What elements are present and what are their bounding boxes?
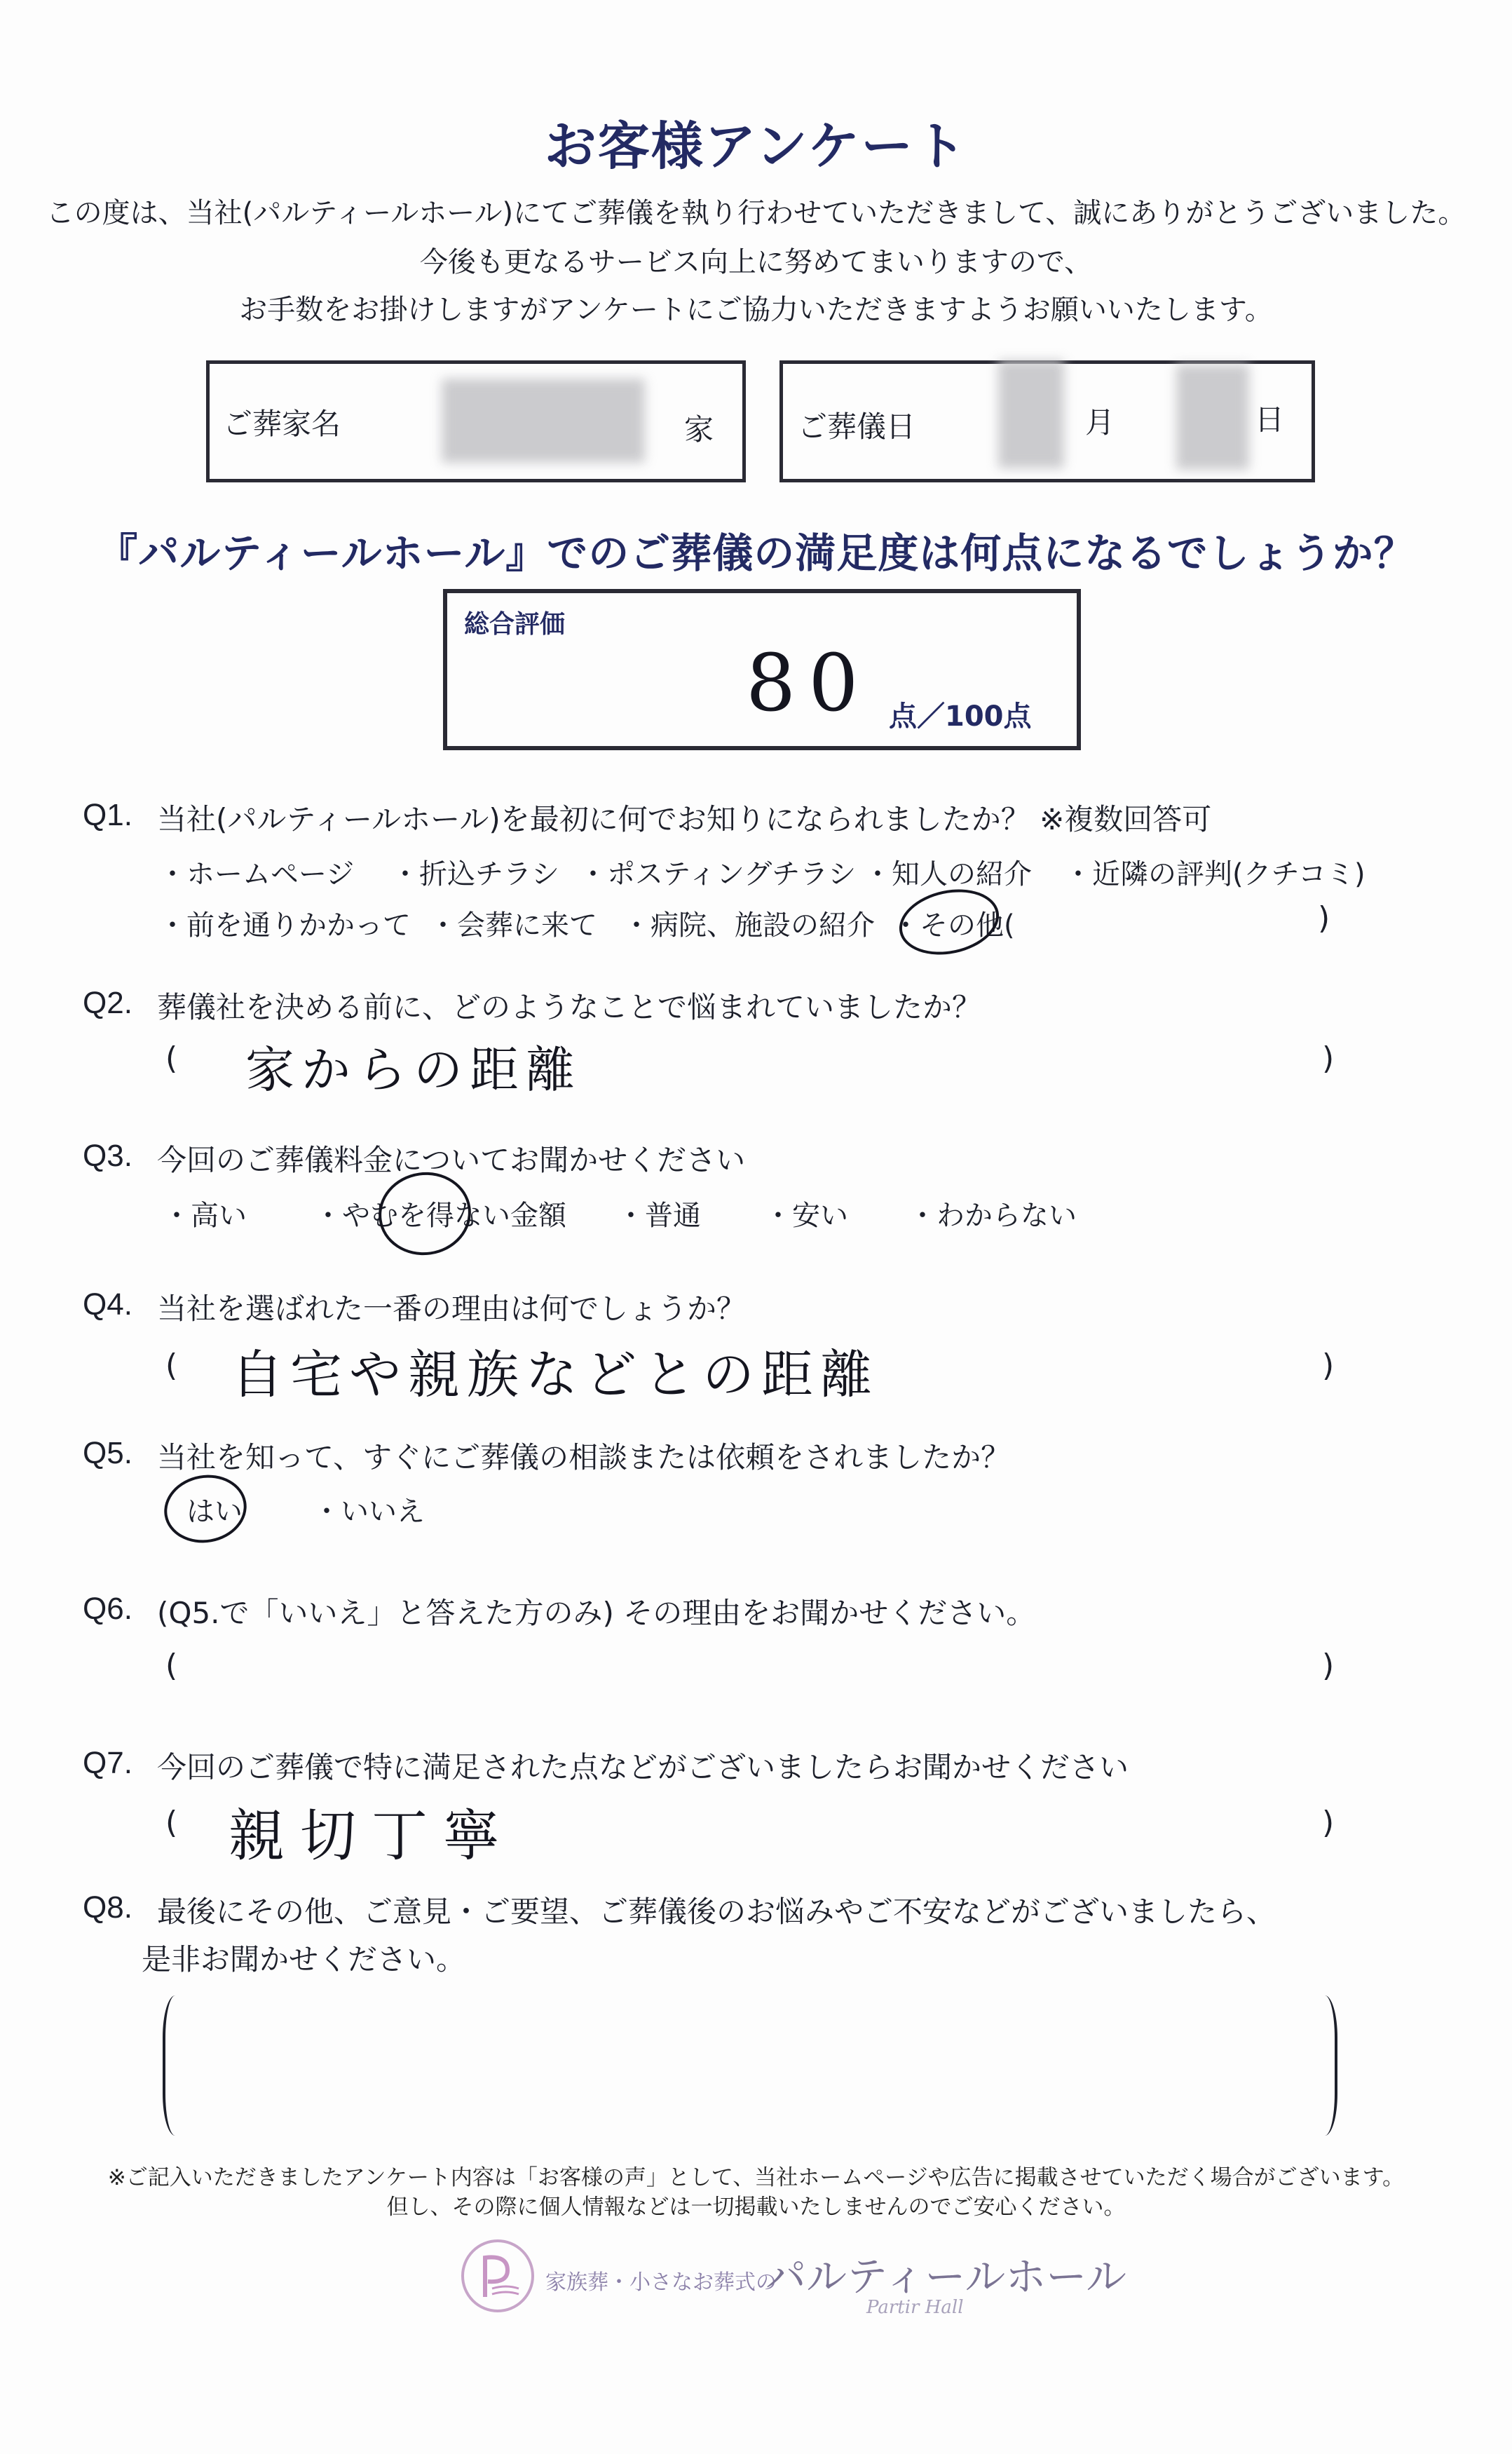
q8-number: Q8. [83, 1890, 132, 1925]
q1-text: 当社(パルティールホール)を最初に何でお知りになられましたか？ ※複数回答可 [157, 802, 1212, 836]
q4-text: 当社を選ばれた一番の理由は何でしょうか？ [157, 1292, 747, 1326]
q7-open-paren: ( [165, 1805, 178, 1840]
day-redacted [1176, 365, 1249, 470]
page-title: お客様アンケート [544, 116, 968, 177]
month-redacted [998, 360, 1064, 468]
q3-number: Q3. [83, 1139, 132, 1173]
q3-option-cheap: ・安い [764, 1200, 848, 1232]
intro-line-1: この度は、当社(パルティールホール)にてご葬儀を執り行わせていただきまして、誠にありがとうございました。 [46, 197, 1466, 229]
q8-text-2: 是非お聞かせください。 [142, 1942, 466, 1977]
q1-option-acquaintance: ・知人の紹介 [864, 858, 1032, 890]
q3-unavoidable-circle [373, 1166, 476, 1261]
footer-tagline: 家族葬・小さなお葬式の [545, 2270, 777, 2295]
q3-option-normal: ・普通 [617, 1200, 701, 1232]
q3-option-unavoidable: ・やむを得ない金額 [314, 1200, 566, 1232]
family-name-label: ご葬家名 [223, 407, 341, 441]
q6-open-paren: ( [165, 1648, 178, 1683]
score-value: 80 [746, 638, 871, 729]
q2-answer: 家からの距離 [245, 1041, 582, 1099]
logo-p-icon [464, 2242, 531, 2310]
q3-text: 今回のご葬儀料金についてお聞かせください [157, 1143, 746, 1177]
q1-option-homepage: ・ホームページ [158, 858, 355, 890]
q5-number: Q5. [83, 1436, 132, 1470]
q2-open-paren: ( [165, 1040, 178, 1076]
intro-line-3: お手数をお掛けしますがアンケートにご協力いただきますようお願いいたします。 [239, 294, 1273, 326]
q1-other-circle [893, 881, 1005, 963]
q8-open-bracket [163, 1995, 175, 2136]
q4-number: Q4. [83, 1287, 132, 1322]
note-line-1: ※ご記入いただきましたアンケート内容は「お客様の声」として、当社ホームページや広告に掲載させていただく場合がございます。 [107, 2165, 1405, 2190]
q8-text: 最後にその他、ご意見・ご要望、ご葬儀後のお悩みやご不安などがございましたら、 [157, 1894, 1276, 1929]
q1-option-passing-by: ・前を通りかかって [158, 909, 411, 942]
family-name-redacted [442, 379, 645, 463]
q1-option-hospital: ・病院、施設の紹介 [622, 909, 875, 942]
q2-text: 葬儀社を決める前に、どのようなことで悩まれていましたか？ [157, 990, 982, 1024]
q5-option-yes: はい [186, 1496, 243, 1528]
q1-option-attended: ・会葬に来て [429, 909, 597, 942]
q7-text: 今回のご葬儀で特に満足された点などがございましたらお聞かせください [157, 1750, 1129, 1784]
q4-open-paren: ( [165, 1348, 178, 1383]
q1-close-paren: ) [1318, 900, 1330, 936]
q3-option-unknown: ・わからない [908, 1200, 1077, 1232]
q2-close-paren: ) [1322, 1040, 1335, 1076]
q7-answer: 親切丁寧 [229, 1803, 515, 1869]
q1-option-other: ・その他( [892, 909, 1015, 942]
score-unit: 点／100点 [889, 700, 1032, 733]
q7-number: Q7. [83, 1746, 132, 1780]
footer-brand-sub: Partir Hall [866, 2297, 964, 2318]
satisfaction-question: 『パルティールホール』でのご葬儀の満足度は何点になるでしょうか？ [97, 529, 1415, 577]
q1-number: Q1. [83, 798, 132, 832]
q2-number: Q2. [83, 986, 132, 1020]
q7-close-paren: ) [1322, 1805, 1335, 1840]
q1-option-posting: ・ポスティングチラシ [579, 858, 857, 890]
q5-yes-circle [159, 1468, 252, 1549]
q3-option-high: ・高い [163, 1200, 247, 1232]
logo-mark [461, 2239, 534, 2312]
q6-text: (Q5.で「いいえ」と答えた方のみ) その理由をお聞かせください。 [157, 1596, 1036, 1630]
month-label: 月 [1085, 405, 1115, 440]
family-suffix: 家 [684, 412, 714, 447]
q6-close-paren: ) [1322, 1648, 1335, 1683]
q1-option-flyer: ・折込チラシ [391, 858, 559, 890]
score-label: 総合評価 [464, 610, 566, 639]
q6-number: Q6. [83, 1592, 132, 1626]
day-label: 日 [1255, 402, 1285, 437]
intro-line-2: 今後も更なるサービス向上に努めてまいりますので、 [419, 246, 1093, 278]
q1-option-reputation: ・近隣の評判(クチコミ) [1064, 858, 1365, 890]
footer-brand-name: パルティールホール [765, 2253, 1127, 2300]
q5-option-no: ・いいえ [313, 1496, 425, 1528]
funeral-date-label: ご葬儀日 [798, 409, 916, 444]
q8-close-bracket [1325, 1995, 1337, 2136]
q4-close-paren: ) [1322, 1348, 1335, 1383]
q5-text: 当社を知って、すぐにご葬儀の相談または依頼をされましたか？ [157, 1440, 1011, 1475]
note-line-2: 但し、その際に個人情報などは一切掲載いたしませんのでご安心ください。 [386, 2195, 1126, 2220]
q4-answer: 自宅や親族などとの距離 [231, 1345, 879, 1405]
